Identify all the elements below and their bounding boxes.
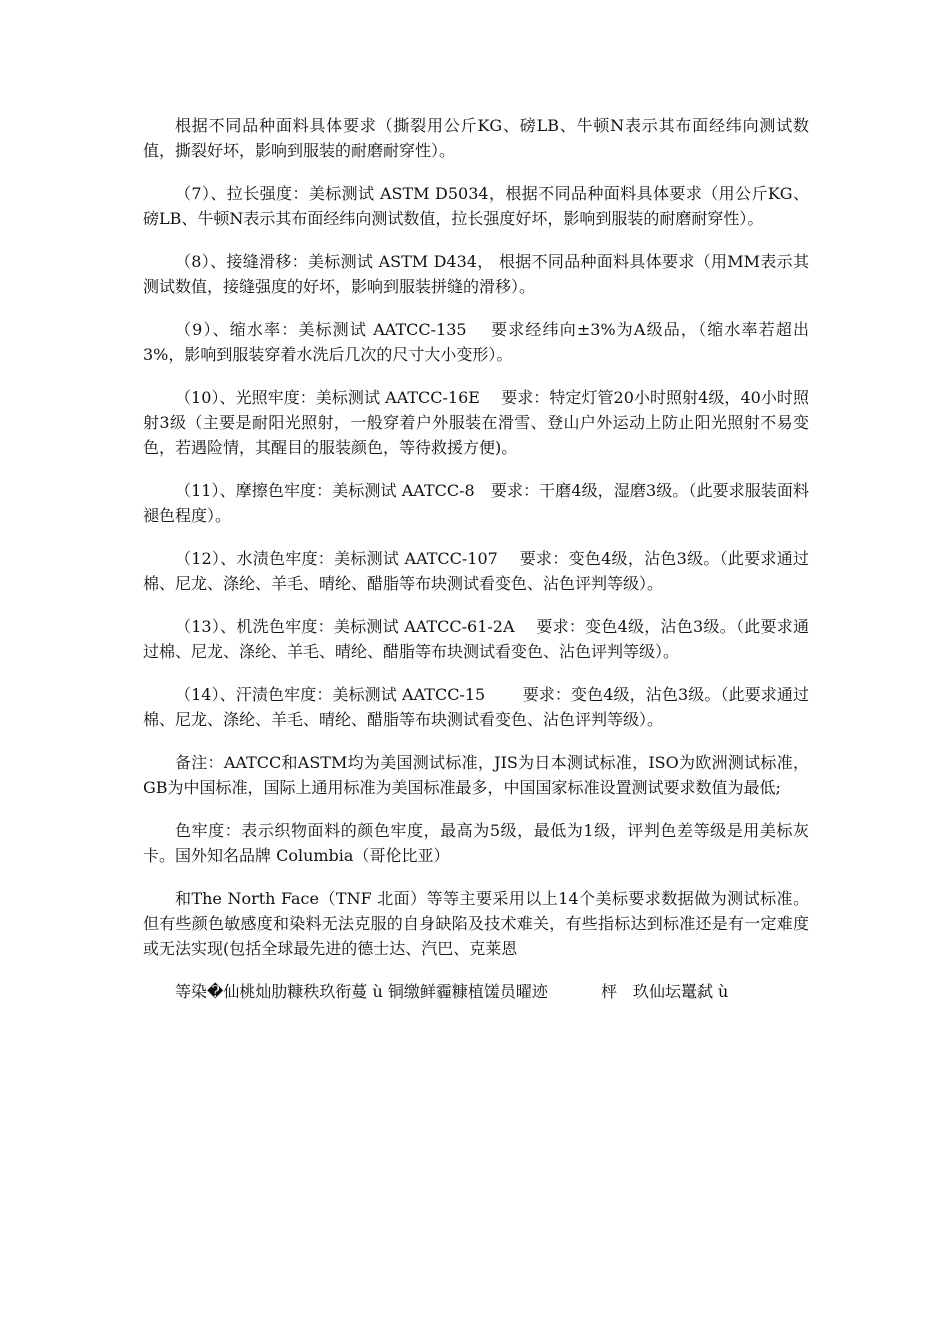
paragraph-garbled-tail: 等染�仙桃灿肋糠秩玖衔蔓 ù 铜缴鲜霾糠植馐员曜迹 枰 玖仙坛鼍弑 ù: [175, 982, 729, 1001]
paragraph-color-fastness-def: 色牢度：表示织物面料的颜色牢度，最高为5级，最低为1级，评判色差等级是用美标灰卡。国外知名品牌 Columbia（哥伦比亚）: [143, 821, 809, 865]
paragraph-seam-slippage: （8）、接缝滑移：美标测试 ASTM D434， 根据不同品种面料具体要求（用MM表示其测试数值，接缝强度的好坏，影响到服装拼缝的滑移）。: [143, 252, 809, 296]
paragraph-note-standards: 备注：AATCC和ASTM均为美国测试标准，JIS为日本测试标准，ISO为欧洲测试标准，GB为中国标准，国际上通用标准为美国标准最多，中国国家标准设置测试要求数值为最低;: [143, 753, 809, 797]
paragraph-tear-strength-cont: 根据不同品种面料具体要求（撕裂用公斤KG、磅LB、牛顿N表示其布面经纬向测试数值，撕裂好坏，影响到服装的耐磨耐穿性）。: [143, 116, 809, 160]
paragraph-light-fastness: （10）、光照牢度：美标测试 AATCC-16E 要求：特定灯管20小时照射4级，40小时照射3级（主要是耐阳光照射，一般穿着户外服装在滑雪、登山户外运动上防止阳光照射不易变色，若遇险情，其醒目的服装颜色，等待救援方便)。: [143, 388, 809, 457]
paragraph-brand-standards: 和The North Face（TNF 北面）等等主要采用以上14个美标要求数据做为测试标准。但有些颜色敏感度和染料无法克服的自身缺陷及技术难关，有些指标达到标准还是有一定难度或无法实现(包括全球最先进的德士达、汽巴、克莱恩: [143, 889, 809, 958]
document-body: [143, 113, 809, 1022]
paragraph-wash-fastness: （13）、机洗色牢度：美标测试 AATCC-61-2A 要求：变色4级，沾色3级。（此要求通过棉、尼龙、涤纶、羊毛、晴纶、醋脂等布块测试看变色、沾色评判等级）。: [143, 617, 809, 661]
paragraph-tensile-strength: （7）、拉长强度：美标测试 ASTM D5034，根据不同品种面料具体要求（用公斤KG、磅LB、牛顿N表示其布面经纬向测试数值，拉长强度好坏，影响到服装的耐磨耐穿性）。: [143, 184, 809, 228]
paragraph-water-fastness: （12）、水渍色牢度：美标测试 AATCC-107 要求：变色4级，沾色3级。（此要求通过棉、尼龙、涤纶、羊毛、晴纶、醋脂等布块测试看变色、沾色评判等级）。: [143, 549, 809, 593]
paragraph-perspiration-fastness: （14）、汗渍色牢度：美标测试 AATCC-15 要求：变色4级，沾色3级。（此要求通过棉、尼龙、涤纶、羊毛、晴纶、醋脂等布块测试看变色、沾色评判等级）。: [143, 685, 809, 729]
paragraph-shrinkage: （9）、缩水率：美标测试 AATCC-135 要求经纬向±3%为A级品，（缩水率若超出3%，影响到服装穿着水洗后几次的尺寸大小变形）。: [143, 320, 809, 364]
paragraph-rubbing-fastness: （11）、摩擦色牢度：美标测试 AATCC-8 要求：干磨4级，湿磨3级。（此要求服装面料褪色程度）。: [143, 481, 809, 525]
